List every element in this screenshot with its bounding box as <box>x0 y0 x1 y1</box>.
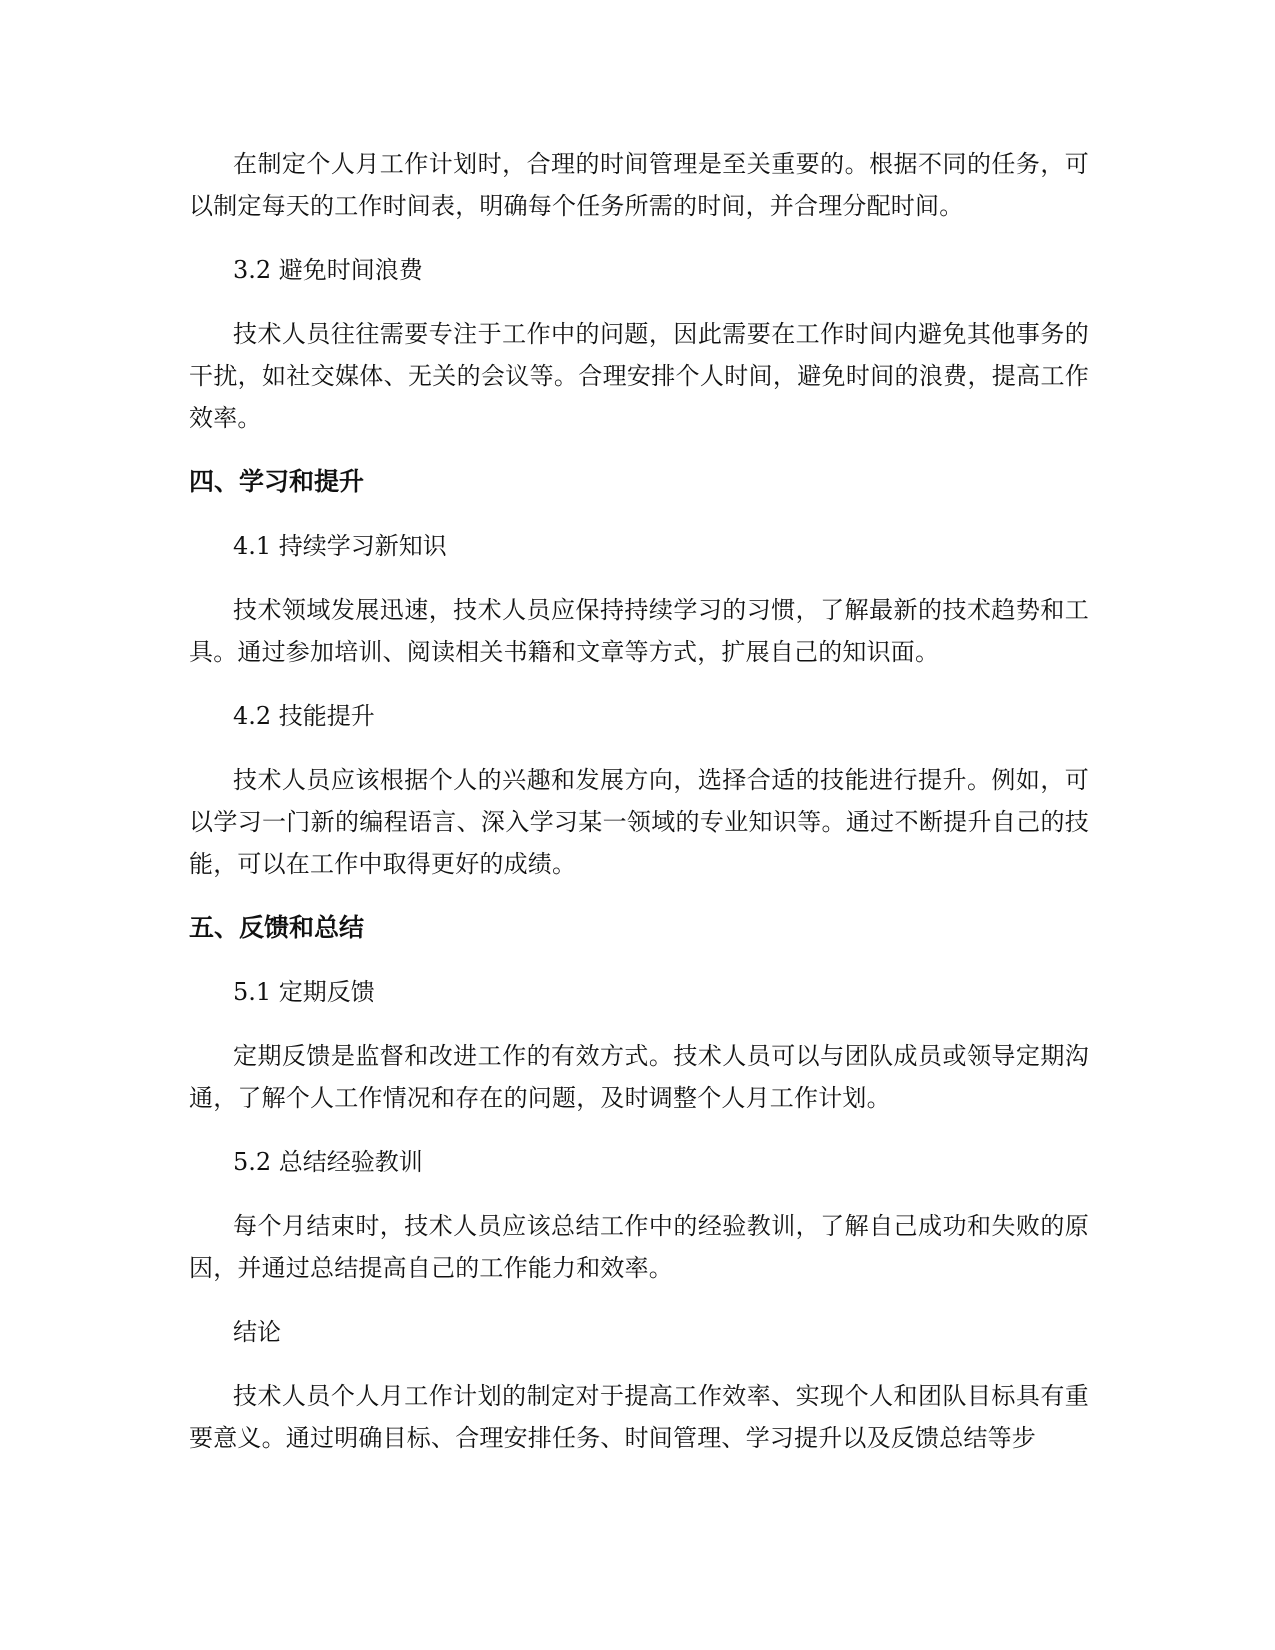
subheading-4-2: 4.2 技能提升 <box>233 702 375 730</box>
paragraph-4-2: 技术人员应该根据个人的兴趣和发展方向，选择合适的技能进行提升。例如，可以学习一门新的编程语言、深入学习某一领域的专业知识等。通过不断提升自己的技能，可以在工作中取得更好的成绩。 <box>189 766 1089 878</box>
subheading-5-1: 5.1 定期反馈 <box>233 978 375 1006</box>
subheading-conclusion: 结论 <box>233 1318 281 1346</box>
paragraph-5-2: 每个月结束时，技术人员应该总结工作中的经验教训，了解自己成功和失败的原因，并通过总结提高自己的工作能力和效率。 <box>189 1212 1089 1282</box>
subheading-4-1: 4.1 持续学习新知识 <box>233 532 447 560</box>
paragraph-4-1: 技术领域发展迅速，技术人员应保持持续学习的习惯，了解最新的技术趋势和工具。通过参加培训、阅读相关书籍和文章等方式，扩展自己的知识面。 <box>189 596 1089 666</box>
paragraph-conclusion: 技术人员个人月工作计划的制定对于提高工作效率、实现个人和团队目标具有重要意义。通过明确目标、合理安排任务、时间管理、学习提升以及反馈总结等步 <box>189 1382 1089 1452</box>
subheading-5-2: 5.2 总结经验教训 <box>233 1148 423 1176</box>
document-body <box>189 143 1089 1459</box>
paragraph-5-1: 定期反馈是监督和改进工作的有效方式。技术人员可以与团队成员或领导定期沟通，了解个人工作情况和存在的问题，及时调整个人月工作计划。 <box>189 1042 1089 1112</box>
paragraph-time-management: 在制定个人月工作计划时，合理的时间管理是至关重要的。根据不同的任务，可以制定每天的工作时间表，明确每个任务所需的时间，并合理分配时间。 <box>189 150 1089 220</box>
section-heading-4: 四、学习和提升 <box>189 467 365 496</box>
subheading-3-2: 3.2 避免时间浪费 <box>233 256 423 284</box>
section-heading-5: 五、反馈和总结 <box>189 913 365 942</box>
paragraph-3-2: 技术人员往往需要专注于工作中的问题，因此需要在工作时间内避免其他事务的干扰，如社交媒体、无关的会议等。合理安排个人时间，避免时间的浪费，提高工作效率。 <box>189 320 1089 432</box>
